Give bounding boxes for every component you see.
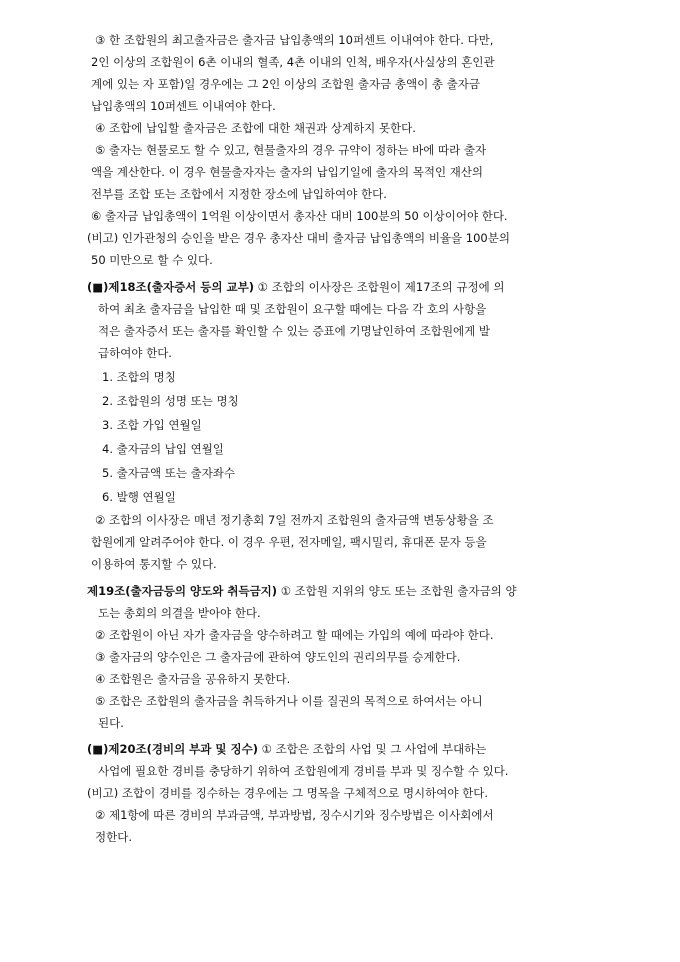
text-line: ② 조합원이 아닌 자가 출자금을 양수하려고 할 때에는 가입의 예에 따라야 한다. <box>95 628 494 642</box>
text-line: 정한다. <box>95 830 132 844</box>
text-line: 액을 계산한다. 이 경우 현물출자자는 출자의 납입기일에 출자의 목적인 재산의 <box>91 165 484 179</box>
list-item: 1. 조합의 명칭 <box>102 370 176 384</box>
text-line: ③ 한 조합원의 최고출자금은 출자금 납입총액의 10퍼센트 이내여야 한다. 다만, <box>95 33 494 47</box>
text-line: ④ 조합에 납입할 출자금은 조합에 대한 채권과 상계하지 못한다. <box>95 121 416 135</box>
text-line: ② 조합의 이사장은 매년 정기총회 7일 전까지 조합원의 출자금액 변동상황을 조 <box>95 513 494 527</box>
text-line: 2인 이상의 조합원이 6촌 이내의 혈족, 4촌 이내의 인척, 배우자(사실상의 혼인관 <box>91 55 495 69</box>
text-line: 전부를 조합 또는 조합에서 지정한 장소에 납입하여야 한다. <box>91 187 387 201</box>
list-item: 3. 조합 가입 연월일 <box>102 418 202 432</box>
article-18-text: ① 조합의 이사장은 조합원이 제17조의 규정에 의 <box>254 280 505 294</box>
article-20-title: (■)제20조(경비의 부과 및 징수) <box>87 742 258 756</box>
text-line: 적은 출자증서 또는 출자를 확인할 수 있는 증표에 기명날인하여 조합원에게 발 <box>98 324 491 338</box>
list-item: 5. 출자금액 또는 출자좌수 <box>102 466 236 480</box>
article-18-heading <box>87 279 505 295</box>
text-line: 사업에 필요한 경비를 충당하기 위하여 조합원에게 경비를 부과 및 징수할 수 있다. <box>98 764 509 778</box>
text-line: ⑥ 출자금 납입총액이 1억원 이상이면서 총자산 대비 100분의 50 이상이어야 한다. <box>91 209 508 223</box>
text-line: ② 제1항에 따른 경비의 부과금액, 부과방법, 징수시기와 징수방법은 이사회에서 <box>95 808 494 822</box>
text-line: 도는 총회의 의결을 받아야 한다. <box>98 606 261 620</box>
text-line: ⑤ 조합은 조합원의 출자금을 취득하거나 이를 질권의 목적으로 하여서는 아니 <box>95 694 483 708</box>
list-item: 6. 발행 연월일 <box>102 490 176 504</box>
text-line: ④ 조합원은 출자금을 공유하지 못한다. <box>95 672 291 686</box>
text-line: (비고) 인가관청의 승인을 받은 경우 총자산 대비 출자금 납입총액의 비율을 100분의 <box>87 231 510 245</box>
text-line: 급하여야 한다. <box>98 346 172 360</box>
text-line: 납입총액의 10퍼센트 이내여야 한다. <box>91 99 276 113</box>
article-20-text: ① 조합은 조합의 사업 및 그 사업에 부대하는 <box>258 742 487 756</box>
list-item: 4. 출자금의 납입 연월일 <box>102 442 224 456</box>
article-19-title: 제19조(출자금등의 양도와 취득금지) <box>87 584 278 598</box>
text-line: 된다. <box>98 716 124 730</box>
text-line: 이용하여 통지할 수 있다. <box>91 557 217 571</box>
text-line: 계에 있는 자 포함)일 경우에는 그 2인 이상의 조합원 출자금 총액이 총 출자금 <box>91 77 480 91</box>
text-line: (비고) 조합이 경비를 징수하는 경우에는 그 명목을 구체적으로 명시하여야 한다. <box>87 786 489 800</box>
text-line: ⑤ 출자는 현물로도 할 수 있고, 현물출자의 경우 규약이 정하는 바에 따라 출자 <box>95 143 487 157</box>
text-line: ③ 출자금의 양수인은 그 출자금에 관하여 양도인의 권리의무를 승계한다. <box>95 650 461 664</box>
text-line: 50 미만으로 할 수 있다. <box>91 253 213 267</box>
article-20-heading <box>87 741 486 757</box>
article-18-title: (■)제18조(출자증서 등의 교부) <box>87 280 254 294</box>
list-item: 2. 조합원의 성명 또는 명칭 <box>102 394 239 408</box>
text-line: 하여 최초 출자금을 납입한 때 및 조합원이 요구할 때에는 다음 각 호의 사항을 <box>98 302 487 316</box>
text-line: 합원에게 알려주어야 한다. 이 경우 우편, 전자메일, 팩시밀리, 휴대폰 문자 등을 <box>91 535 487 549</box>
article-19-heading <box>87 583 517 599</box>
article-19-text: ① 조합원 지위의 양도 또는 조합원 출자금의 양 <box>277 584 517 598</box>
